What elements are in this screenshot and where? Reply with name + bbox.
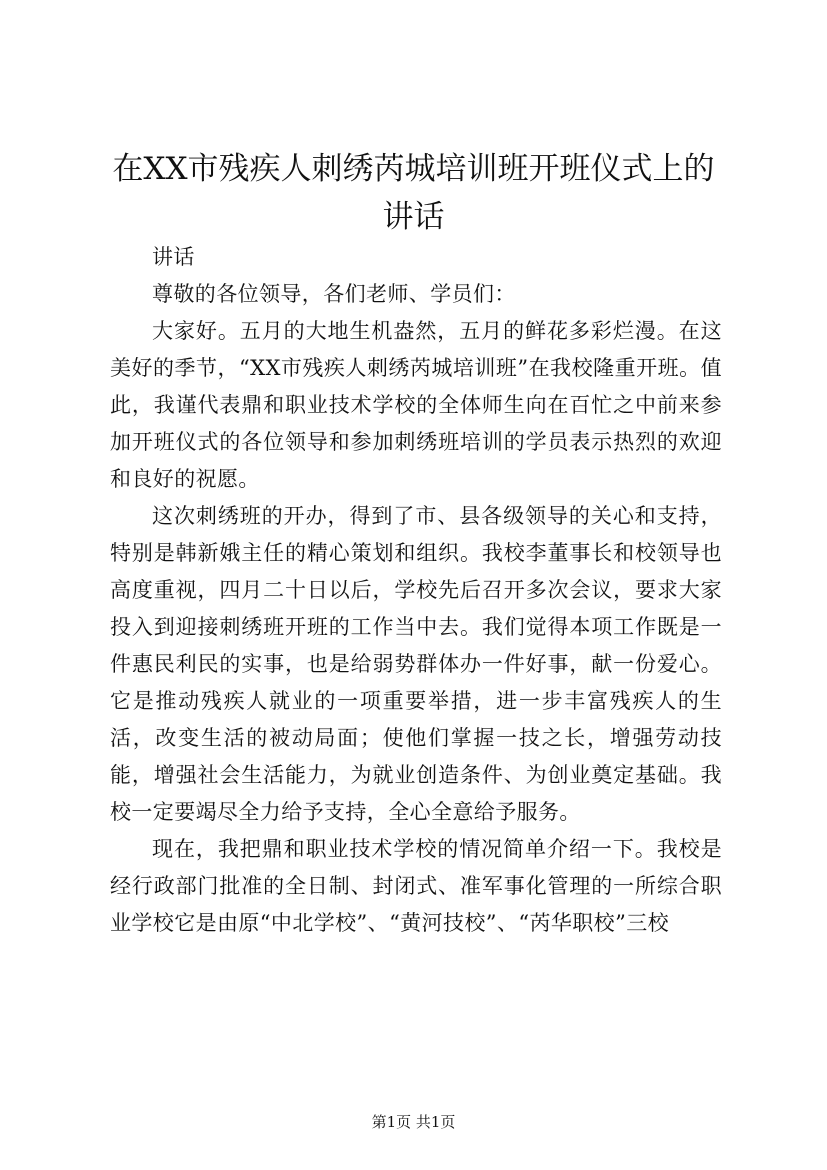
paragraph-class-opening: 这次刺绣班的开办，得到了市、县各级领导的关心和支持，特别是韩新娥主任的精心策划和组织。我校李董事长和校领导也高度重视，四月二十日以后，学校先后召开多次会议，要求大家投入到迎接刺绣班开班的工作当中去。我们觉得本项工作既是一件惠民利民的实事，也是给弱势群体办一件好事，献一份爱心。它是推动残疾人就业的一项重要举措，进一步丰富残疾人的生活，改变生活的被动局面；使他们掌握一技之长，增强劳动技能，增强社会生活能力，为就业创造条件、为创业奠定基础。我校一定要竭尽全力给予支持，全心全意给予服务。 — [110, 504, 722, 824]
paragraph-school-intro: 现在，我把鼎和职业技术学校的情况简单介绍一下。我校是经行政部门批准的全日制、封闭式、准军事化管理的一所综合职业学校它是由原“中北学校”、“黄河技校”、“芮华职校”三校 — [110, 837, 722, 935]
document-title — [60, 145, 767, 241]
document-body — [110, 239, 722, 942]
title-line-1: 在XX市残疾人刺绣芮城培训班开班仪式上的 — [112, 151, 715, 187]
paragraph-greeting: 大家好。五月的大地生机盎然，五月的鲜花多彩烂漫。在这美好的季节，“XX市残疾人刺绣芮城培训班”在我校隆重开班。值此，我谨代表鼎和职业技术学校的全体师生向在百忙之中前来参加开班仪式的各位领导和参加刺绣班培训的学员表示热烈的欢迎和良好的祝愿。 — [110, 319, 722, 491]
paragraph-subtitle: 讲话 — [152, 245, 195, 269]
paragraph-salutation: 尊敬的各位领导，各们老师、学员们： — [152, 282, 516, 306]
page-footer: 第1页 共1页 — [371, 1113, 456, 1131]
title-line-2: 讲话 — [382, 199, 445, 235]
